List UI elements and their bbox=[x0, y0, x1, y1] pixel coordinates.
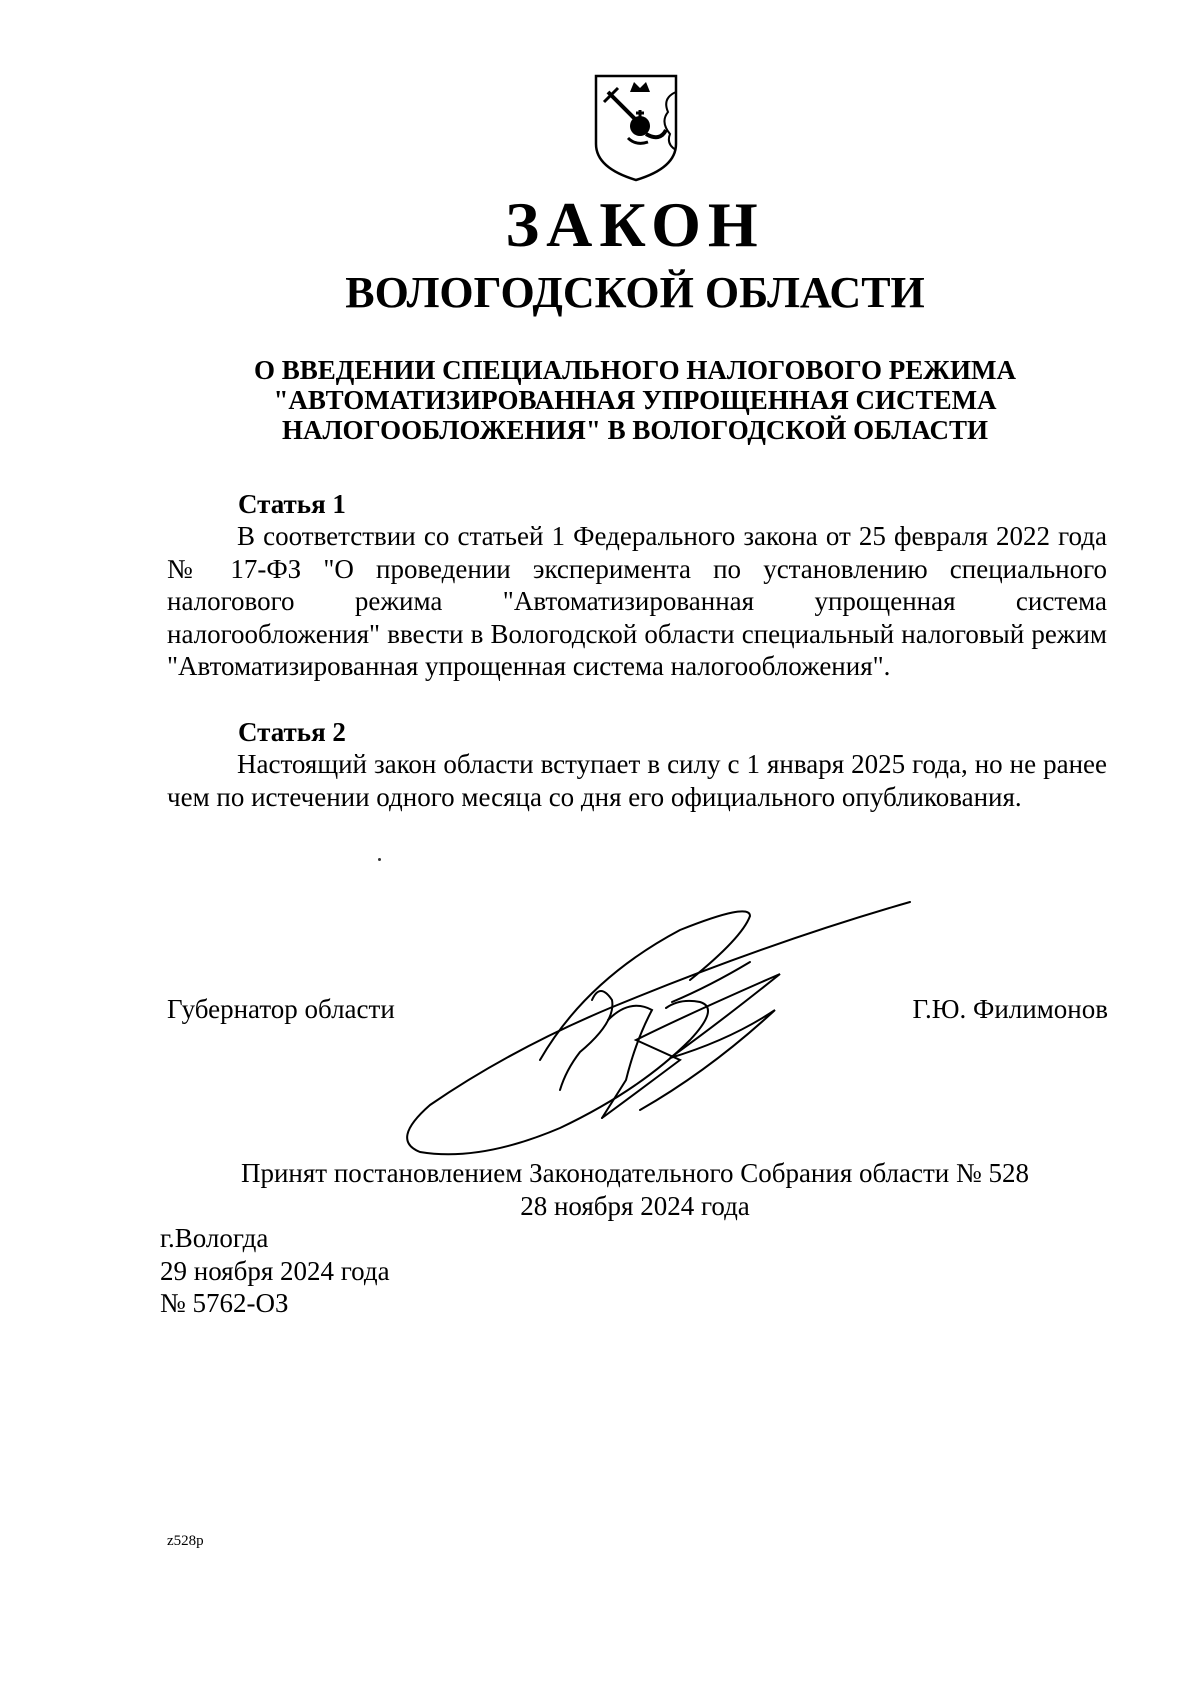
document-title: ЗАКОН bbox=[505, 189, 765, 260]
article-2-title: Статья 2 bbox=[238, 717, 346, 747]
law-heading-line: "АВТОМАТИЗИРОВАННАЯ УПРОЩЕННАЯ СИСТЕМА bbox=[273, 385, 997, 415]
law-heading-line: НАЛОГООБЛОЖЕНИЯ" В ВОЛОГОДСКОЙ ОБЛАСТИ bbox=[281, 415, 989, 445]
place: г.Вологда bbox=[160, 1223, 269, 1253]
file-code: z528p bbox=[167, 1533, 204, 1549]
adoption-line: Принят постановлением Законодательного Собрания области № 528 bbox=[240, 1158, 1030, 1188]
law-heading bbox=[0, 355, 1200, 445]
place-date-number bbox=[160, 1222, 390, 1320]
handwritten-signature bbox=[390, 890, 940, 1160]
article-1-title: Статья 1 bbox=[238, 489, 346, 519]
vologda-coat-of-arms-emblem bbox=[590, 72, 682, 184]
stray-mark bbox=[378, 858, 381, 861]
law-heading-line: О ВВЕДЕНИИ СПЕЦИАЛЬНОГО НАЛОГОВОГО РЕЖИМА bbox=[254, 355, 1016, 385]
document-subtitle: ВОЛОГОДСКОЙ ОБЛАСТИ bbox=[345, 268, 925, 317]
article-1-text: В соответствии со статьей 1 Федерального закона от 25 февраля 2022 года № 17-ФЗ "О проведении эксперимента по установлению специального налогового режима "Автоматизированная упрощенная система налогообложения" ввести в Вологодской области специальный налоговый режим "Автоматизированная упрощенная система налогообложения". bbox=[167, 521, 1107, 681]
signatory-name: Г.Ю. Филимонов bbox=[912, 994, 1108, 1024]
law-number: № 5762-ОЗ bbox=[160, 1288, 289, 1318]
signing-date: 29 ноября 2024 года bbox=[160, 1255, 390, 1286]
adoption-note bbox=[0, 1157, 1200, 1222]
adoption-date: 28 ноября 2024 года bbox=[520, 1190, 750, 1221]
article-2-text: Настоящий закон области вступает в силу с 1 января 2025 года, но не ранее чем по истечении одного месяца со дня его официального опубликования. bbox=[167, 749, 1107, 812]
signatory-position: Губернатор области bbox=[167, 994, 395, 1024]
